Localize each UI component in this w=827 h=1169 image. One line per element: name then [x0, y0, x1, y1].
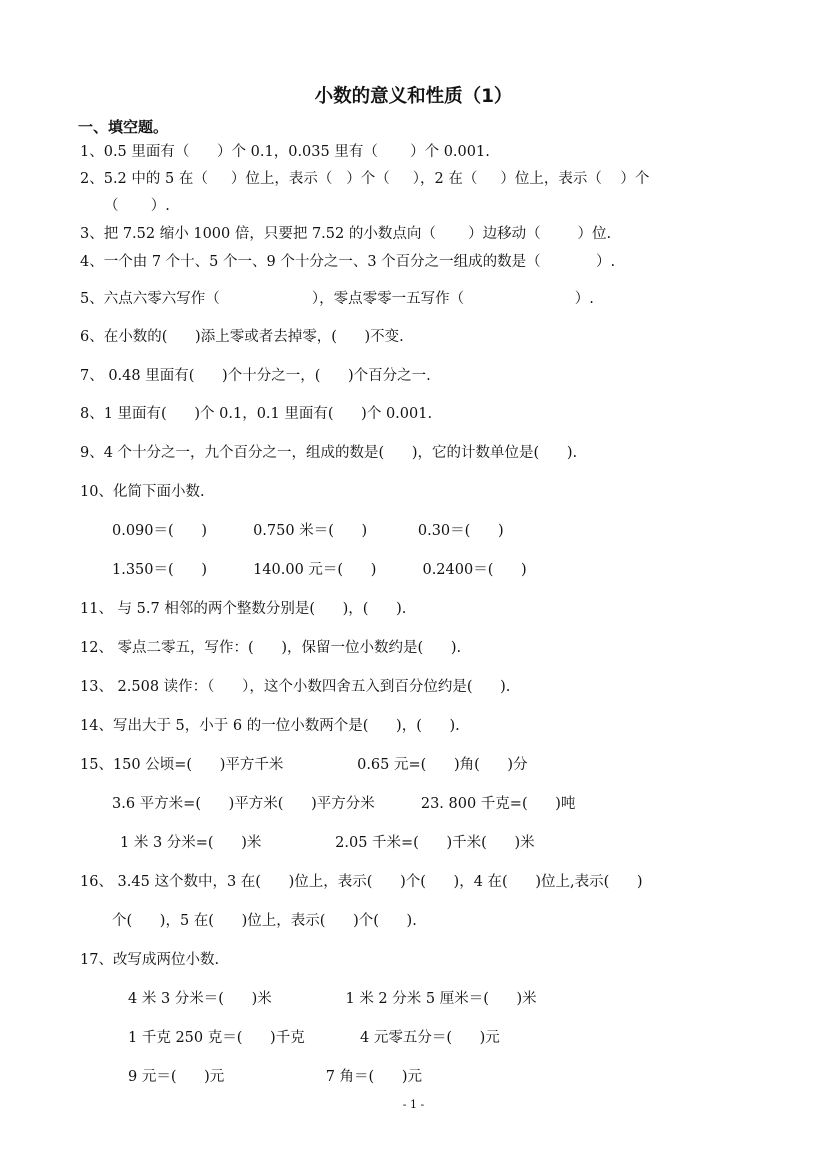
question-7: 7、 0.48 里面有( )个十分之一，( )个百分之一.	[80, 368, 431, 384]
question-16-cont: 个( )，5 在( )位上，表示( )个( ).	[112, 913, 417, 929]
question-6: 6、在小数的( )添上零或者去掉零，( )不变.	[80, 329, 404, 345]
question-14: 14、写出大于 5，小于 6 的一位小数两个是( )，( ).	[80, 718, 460, 734]
question-17-row-3: 9 元＝( )元 7 角＝( )元	[128, 1069, 423, 1085]
question-10-row-1: 0.090＝( ) 0.750 米＝( ) 0.30＝( )	[112, 523, 504, 539]
question-4: 4、一个由 7 个十、5 个一、9 个十分之一、3 个百分之一组成的数是（ ）.	[80, 254, 616, 270]
question-15: 15、150 公顷=( )平方千米 0.65 元=( )角( )分	[80, 757, 528, 773]
page-title: 小数的意义和性质（1）	[314, 86, 513, 107]
question-2: 2、5.2 中的 5 在（ ）位上，表示（ ）个（ ），2 在（ ）位上，表示（ ）个	[80, 171, 650, 187]
question-11: 11、 与 5.7 相邻的两个整数分别是( )，( ).	[80, 601, 407, 617]
question-16: 16、 3.45 这个数中，3 在( )位上，表示( )个( )，4 在( )位上,表示( )	[80, 874, 643, 890]
question-2-cont: （ ）.	[104, 198, 170, 214]
question-8: 8、1 里面有( )个 0.1，0.1 里面有( )个 0.001.	[80, 406, 433, 422]
section-heading: 一、填空题。	[78, 118, 169, 136]
question-10-row-2: 1.350＝( ) 140.00 元＝( ) 0.2400＝( )	[112, 562, 527, 578]
question-13: 13、 2.508 读作：（ ），这个小数四舍五入到百分位约是( ).	[80, 679, 511, 695]
question-10: 10、化简下面小数.	[80, 484, 205, 500]
question-15-row-2: 3.6 平方米=( )平方米( )平方分米 23. 800 千克=( )吨	[112, 796, 576, 812]
question-1: 1、0.5 里面有（ ）个 0.1，0.035 里有（ ）个 0.001.	[80, 144, 490, 160]
question-17-row-2: 1 千克 250 克＝( )千克 4 元零五分＝( )元	[128, 1030, 500, 1046]
question-12: 12、 零点二零五，写作：( )，保留一位小数约是( ).	[80, 640, 462, 656]
question-17: 17、改写成两位小数.	[80, 952, 220, 968]
question-15-row-3: 1 米 3 分米=( )米 2.05 千米=( )千米( )米	[120, 835, 535, 851]
page-number: - 1 -	[402, 1098, 425, 1111]
question-9: 9、4 个十分之一，九个百分之一，组成的数是( )，它的计数单位是( ).	[80, 445, 578, 461]
question-17-row-1: 4 米 3 分米＝( )米 1 米 2 分米 5 厘米＝( )米	[128, 991, 537, 1007]
question-3: 3、把 7.52 缩小 1000 倍，只要把 7.52 的小数点向（ ）边移动（ ）位.	[80, 226, 612, 242]
question-5: 5、六点六零六写作（ ），零点零零一五写作（ ）.	[80, 291, 594, 307]
